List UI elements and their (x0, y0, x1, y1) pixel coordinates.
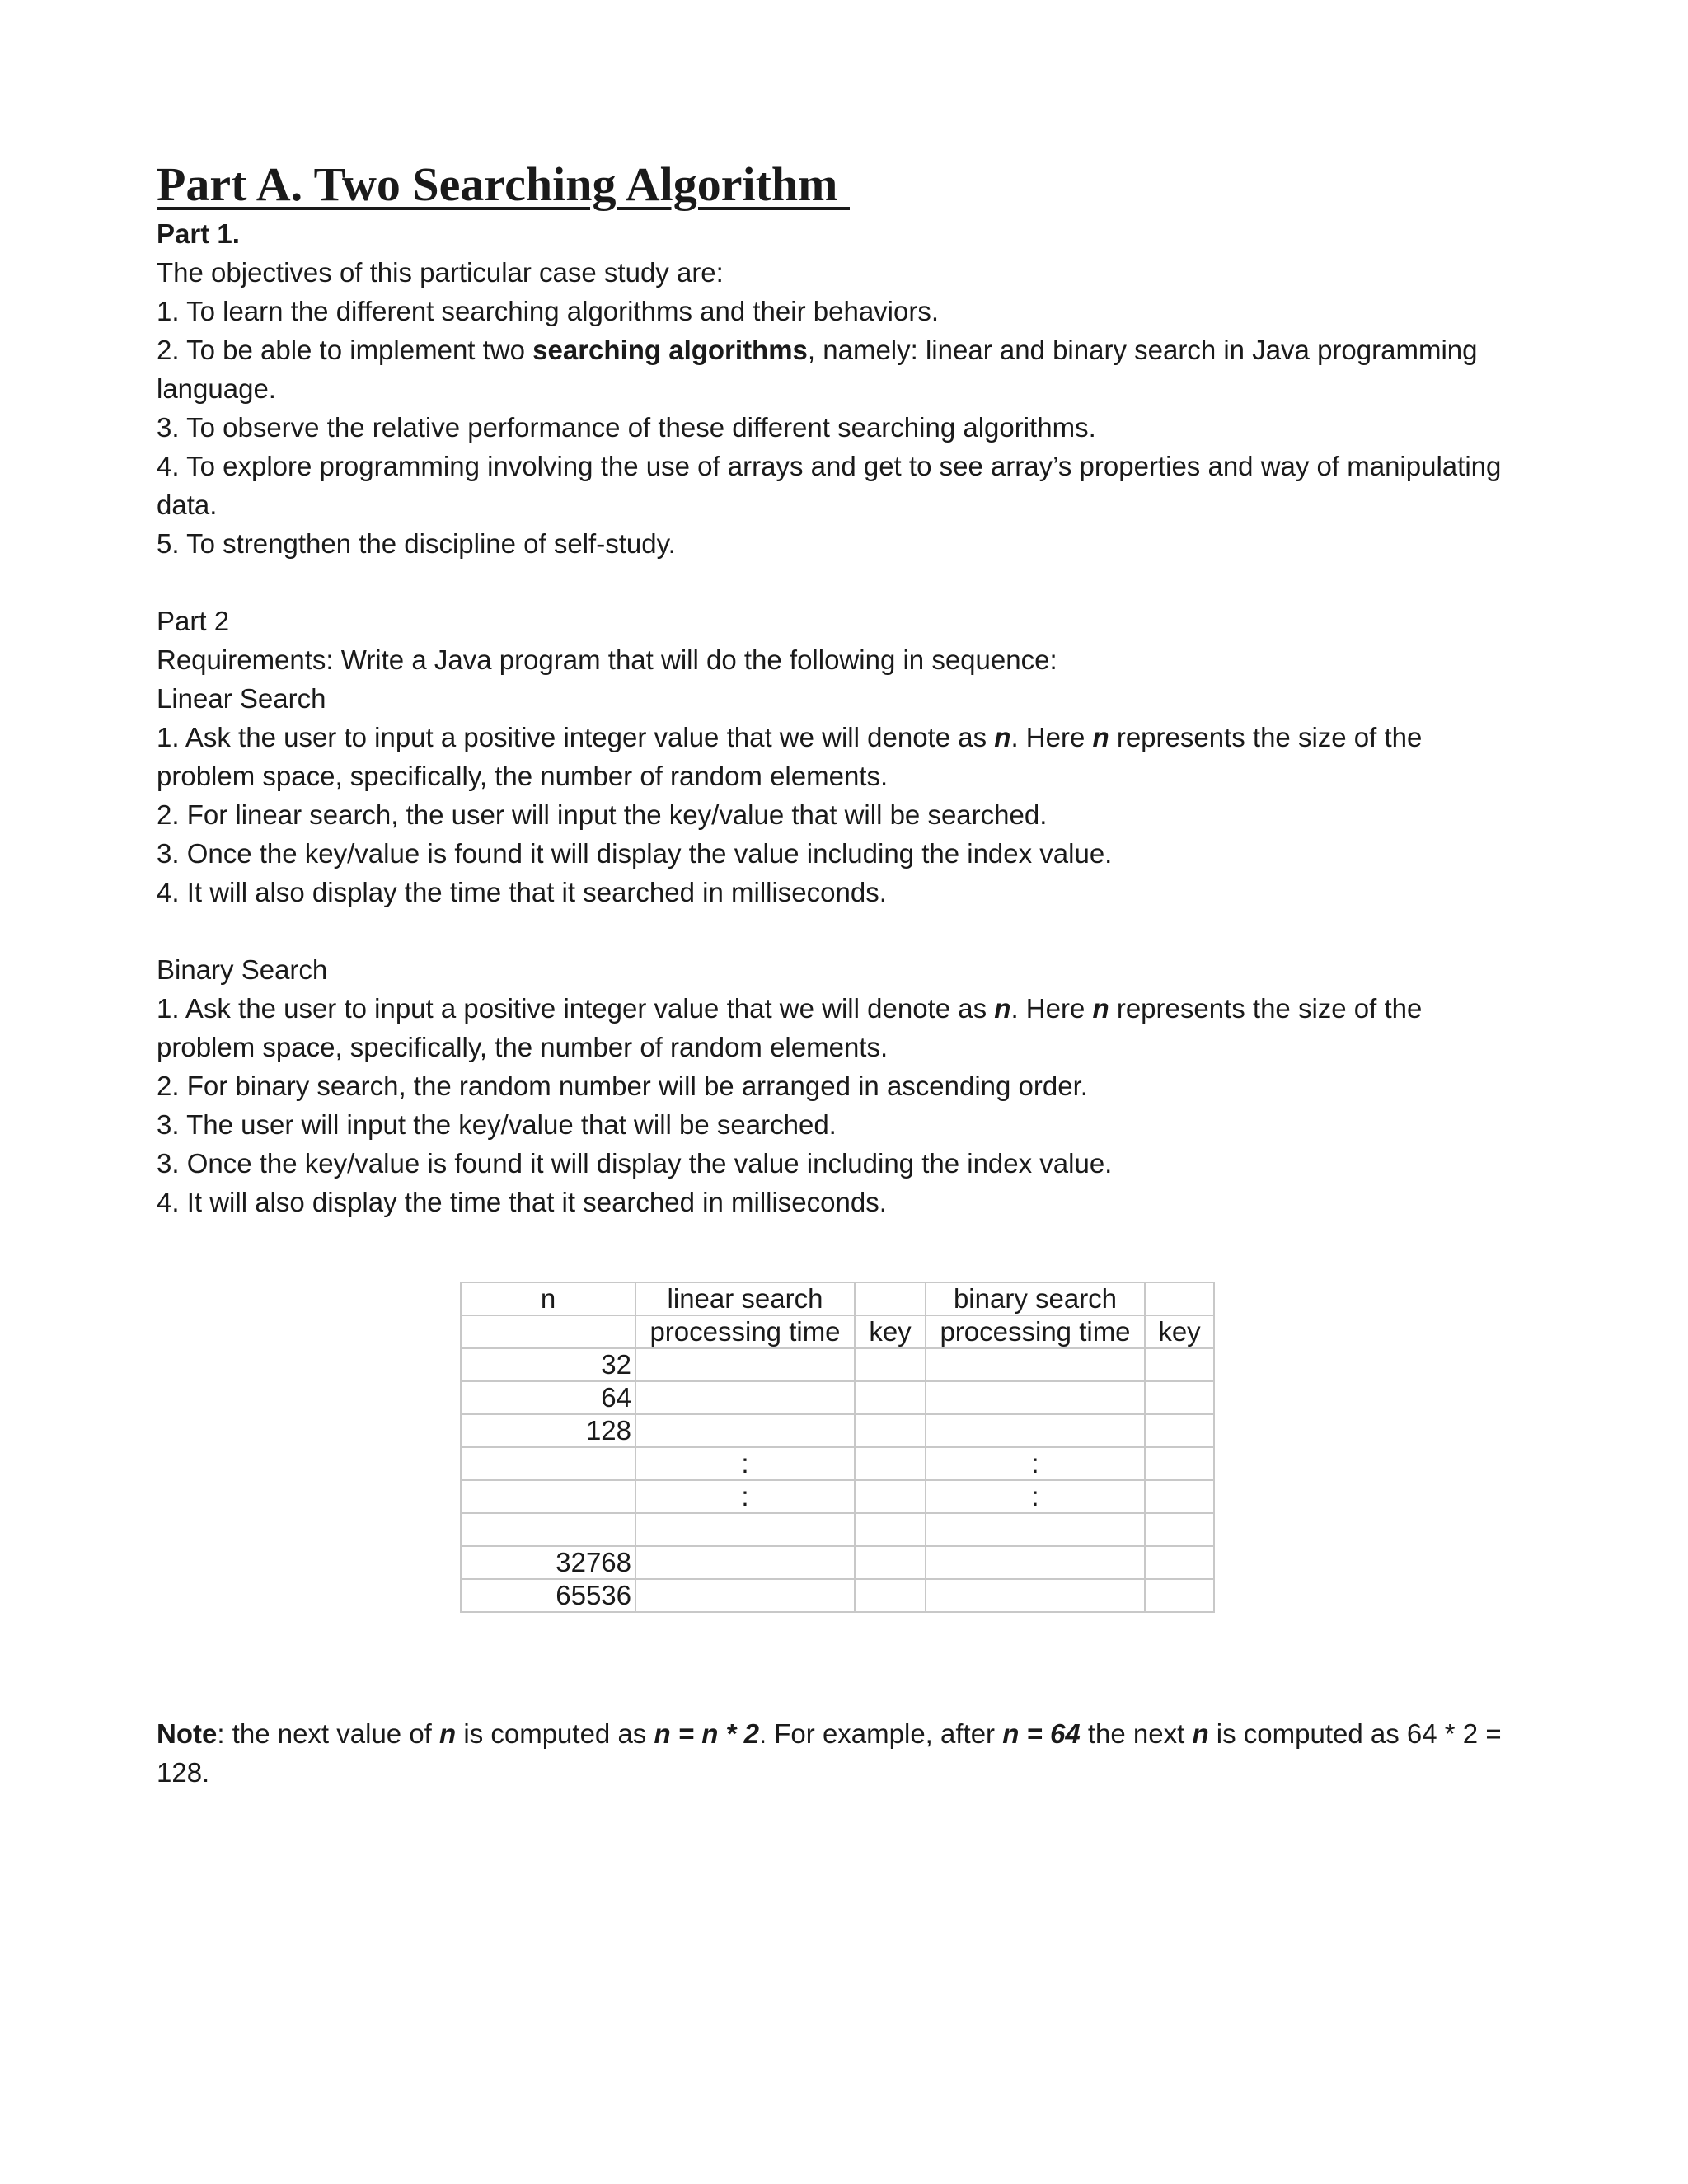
objective-2: 2. To be able to implement two searching algorithms, namely: linear and binary search in Java programming (157, 335, 1478, 365)
binary-step-3: 3. The user will input the key/value that will be searched. (157, 1109, 837, 1140)
note-line-2: 128. (157, 1757, 210, 1788)
header-key-binary: key (1145, 1315, 1214, 1348)
table-header-row (461, 1315, 1214, 1348)
linear-search-heading: Linear Search (157, 683, 326, 714)
cell-n (461, 1447, 635, 1480)
table-row (461, 1348, 1214, 1381)
objective-5: 5. To strengthen the discipline of self-study. (157, 528, 676, 559)
ellipsis-linear: : (635, 1480, 855, 1513)
note-formula: n = n * 2 (654, 1718, 759, 1749)
header-key-linear: key (855, 1315, 926, 1348)
linear-step-4: 4. It will also display the time that it searched in milliseconds. (157, 877, 887, 907)
cell-n: 32 (461, 1348, 635, 1381)
cell-n: 32768 (461, 1546, 635, 1579)
binary-step-1: 1. Ask the user to input a positive integer value that we will denote as n. Here n represents the size of the (157, 993, 1423, 1024)
linear-step-3: 3. Once the key/value is found it will display the value including the index value. (157, 838, 1113, 869)
cell-n (461, 1480, 635, 1513)
table-row (461, 1480, 1214, 1513)
header-linear-bottom: processing time (635, 1315, 855, 1348)
linear-step-2: 2. For linear search, the user will input the key/value that will be searched. (157, 799, 1048, 830)
linear-step-1: 1. Ask the user to input a positive integer value that we will denote as n. Here n represents the size of the (157, 722, 1423, 752)
objective-4: 4. To explore programming involving the use of arrays and get to see array’s properties and way of manipulating (157, 451, 1502, 481)
binary-step-4: 3. Once the key/value is found it will display the value including the index value. (157, 1148, 1113, 1179)
document-page (157, 155, 1541, 1221)
binary-search-heading: Binary Search (157, 954, 328, 985)
requirements: Requirements: Write a Java program that will do the following in sequence: (157, 644, 1057, 675)
binary-step-1-cont: problem space, specifically, the number of random elements. (157, 1032, 889, 1062)
binary-step-2: 2. For binary search, the random number will be arranged in ascending order. (157, 1071, 1088, 1101)
table-row (461, 1414, 1214, 1447)
ellipsis-binary: : (926, 1480, 1145, 1513)
table-row (461, 1513, 1214, 1546)
objective-2-bold: searching algorithms (532, 335, 808, 365)
header-linear-top: linear search (635, 1282, 855, 1315)
note-example: n = 64 (1002, 1718, 1081, 1749)
objective-3: 3. To observe the relative performance of these different searching algorithms. (157, 412, 1096, 443)
note-line-1: Note: the next value of n is computed as n = n * 2. For example, after n = 64 the next n is computed as 64 * 2 = (157, 1718, 1502, 1749)
header-n: n (461, 1282, 635, 1315)
table-row (461, 1579, 1214, 1612)
table-row (461, 1381, 1214, 1414)
binary-step-5: 4. It will also display the time that it searched in milliseconds. (157, 1187, 887, 1217)
ellipsis-linear: : (635, 1447, 855, 1480)
part1-intro: The objectives of this particular case study are: (157, 257, 724, 288)
table-header-row (461, 1282, 1214, 1315)
objective-4-cont: data. (157, 490, 218, 520)
table-row (461, 1546, 1214, 1579)
page-title: Part A. Two Searching Algorithm (157, 157, 850, 211)
note-paragraph (157, 1714, 1541, 1792)
cell-n: 64 (461, 1381, 635, 1414)
header-binary-top: binary search (926, 1282, 1145, 1315)
cell-n: 128 (461, 1414, 635, 1447)
linear-step-1-cont: problem space, specifically, the number of random elements. (157, 761, 889, 791)
results-table (460, 1282, 1215, 1613)
note-label: Note (157, 1718, 218, 1749)
cell-n: 65536 (461, 1579, 635, 1612)
ellipsis-binary: : (926, 1447, 1145, 1480)
cell-n (461, 1513, 635, 1546)
objective-1: 1. To learn the different searching algorithms and their behaviors. (157, 296, 940, 326)
part2-heading: Part 2 (157, 606, 230, 636)
header-binary-bottom: processing time (926, 1315, 1145, 1348)
table-row (461, 1447, 1214, 1480)
part1-heading: Part 1. (157, 218, 240, 249)
objective-2-cont: language. (157, 373, 276, 404)
